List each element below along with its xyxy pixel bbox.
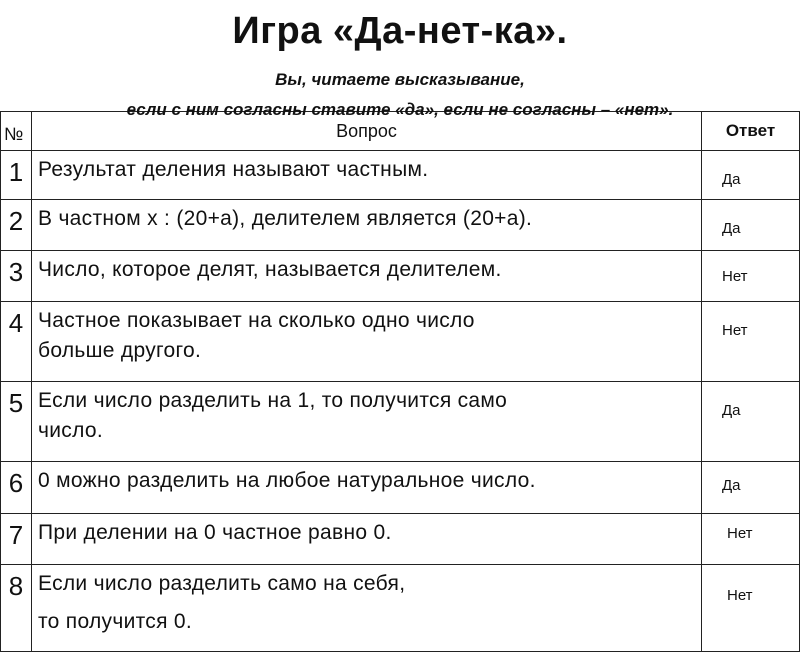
answer-cell	[702, 151, 800, 200]
question-text: Число, которое делят, называется делителем.	[38, 258, 502, 281]
table-row	[1, 200, 800, 251]
answer-text: Нет	[727, 525, 753, 542]
table-row	[1, 382, 800, 462]
question-cell	[32, 514, 702, 565]
answer-text: Да	[722, 220, 741, 237]
question-cell	[32, 151, 702, 200]
question-cell	[32, 251, 702, 302]
answer-text: Нет	[722, 322, 748, 339]
question-text-line-1: Если число разделить само на себя,	[38, 572, 406, 595]
table-row	[1, 251, 800, 302]
question-cell	[32, 462, 702, 514]
answer-text: Нет	[727, 587, 753, 604]
answer-text: Да	[722, 171, 741, 188]
header-number: №	[1, 112, 32, 151]
question-cell	[32, 200, 702, 251]
answer-cell	[702, 302, 800, 382]
row-number: 2	[1, 200, 32, 251]
row-number: 8	[1, 565, 32, 652]
row-number: 5	[1, 382, 32, 462]
question-text-line-1: Частное показывает на сколько одно число	[38, 309, 475, 332]
question-text-line-2: больше другого.	[38, 339, 202, 362]
answer-cell	[702, 251, 800, 302]
answer-cell	[702, 514, 800, 565]
row-number: 4	[1, 302, 32, 382]
table-row	[1, 565, 800, 652]
row-number: 7	[1, 514, 32, 565]
instruction-line-1: Вы, читаете высказывание,	[275, 70, 525, 89]
answer-text: Да	[722, 402, 741, 419]
answer-cell	[702, 382, 800, 462]
question-text: При делении на 0 частное равно 0.	[38, 521, 392, 544]
instruction-line-2: если с ним согласны ставите «да», если не согласны – «нет».	[126, 100, 674, 119]
answer-cell	[702, 462, 800, 514]
question-text: Результат деления называют частным.	[38, 158, 429, 181]
question-text-line-2: то получится 0.	[38, 610, 193, 633]
row-number: 6	[1, 462, 32, 514]
header-answer: Ответ	[702, 112, 800, 151]
question-cell	[32, 302, 702, 382]
answer-text: Нет	[722, 268, 748, 285]
row-number: 1	[1, 151, 32, 200]
question-text: В частном х : (20+а), делителем является (20+а).	[38, 207, 533, 230]
header-question: Вопрос	[32, 112, 702, 151]
table-row	[1, 302, 800, 382]
answer-cell	[702, 565, 800, 652]
answer-text: Да	[722, 477, 741, 494]
table-row	[1, 462, 800, 514]
page-title: Игра «Да-нет-ка».	[232, 10, 568, 52]
row-number: 3	[1, 251, 32, 302]
question-text: 0 можно разделить на любое натуральное число.	[38, 469, 536, 492]
table-row	[1, 151, 800, 200]
answer-cell	[702, 200, 800, 251]
question-text-line-1: Если число разделить на 1, то получится само	[38, 389, 508, 412]
question-cell	[32, 565, 702, 652]
question-cell	[32, 382, 702, 462]
table-row	[1, 514, 800, 565]
quiz-table	[0, 111, 800, 652]
question-text-line-2: число.	[38, 419, 103, 442]
